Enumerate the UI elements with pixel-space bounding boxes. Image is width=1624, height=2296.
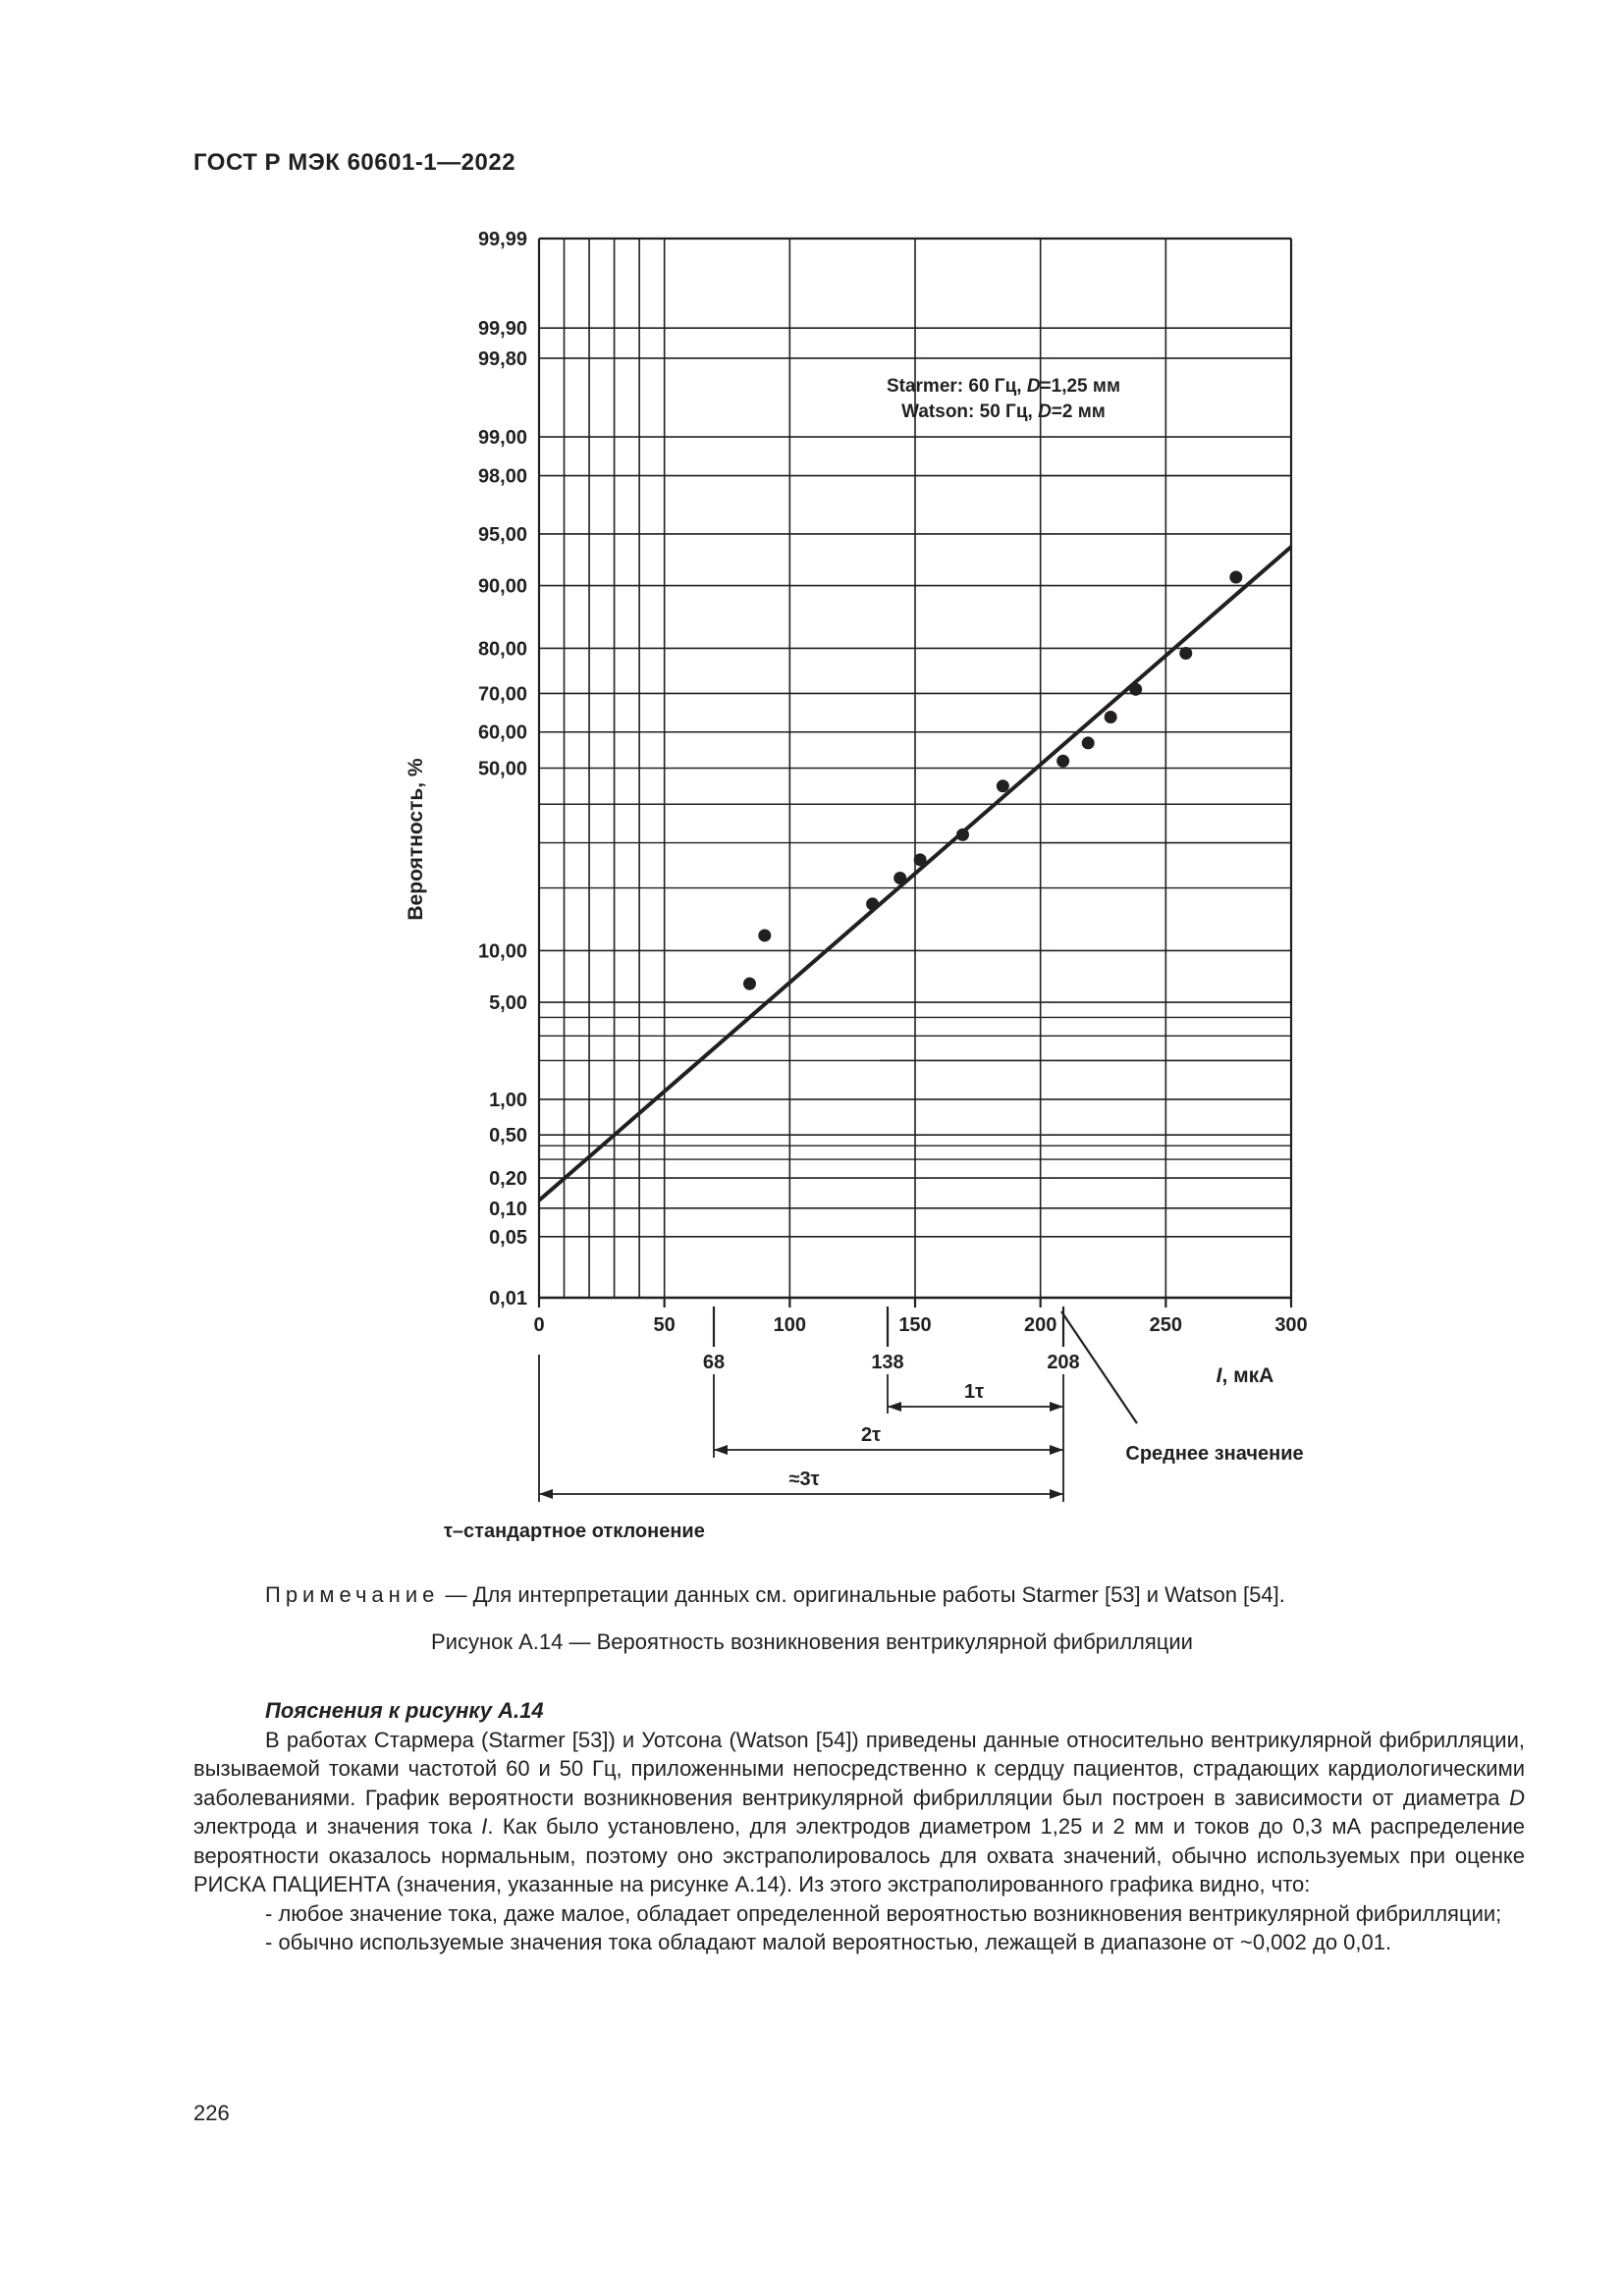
sub-tick-label-138: 138 <box>871 1352 904 1373</box>
tau-definition-note: τ–стандартное отклонение <box>444 1521 705 1542</box>
interval-label-1tau: 1τ <box>963 1381 985 1403</box>
explanation-paragraph: В работах Стармера (Starmer [53]) и Уотсона (Watson [54]) приведены данные относительно вентрикулярной фибрилляции, вызываемой токами частотой 60 и 50 Гц, приложенными непосредственно к сердцу пациентов, страдающих кардиологическими заболеваниями. График вероятности возникновения вентрикулярной фибрилляции был построен в зависимости от диаметра D электрода и значения тока I. Как было установлено, для электродов диаметром 1,25 и 2 мм и токов до 0,3 мА распределение вероятности оказалось нормальным, поэтому оно экстраполировалось для охвата значений, обычно используемых при оценке РИСКА ПАЦИЕНТА (значения, указанные на рисунке А.14). Из этого экстраполированного графика видно, что: <box>193 1727 1525 1896</box>
y-tick-label: 95,00 <box>477 523 527 546</box>
chart-grid <box>539 239 1291 1298</box>
data-point <box>893 872 906 884</box>
sub-tick-label-68: 68 <box>702 1352 726 1373</box>
x-tick-label: 0 <box>533 1314 545 1336</box>
data-point <box>1129 683 1142 696</box>
x-tick-label: 200 <box>1023 1314 1057 1336</box>
y-tick-label: 90,00 <box>477 575 527 598</box>
y-tick-label: 0,10 <box>489 1198 527 1220</box>
y-tick-label: 99,99 <box>477 228 527 250</box>
x-tick-label: 300 <box>1274 1314 1308 1336</box>
y-tick-label: 80,00 <box>477 638 527 661</box>
y-tick-label: 5,00 <box>489 992 527 1015</box>
x-tick-label: 50 <box>653 1314 676 1336</box>
y-tick-label: 0,50 <box>489 1125 527 1148</box>
data-point <box>956 828 969 841</box>
figure-caption: Рисунок А.14 — Вероятность возникновения вентрикулярной фибрилляции <box>431 1629 1193 1654</box>
data-point <box>758 929 771 941</box>
data-point <box>1105 711 1117 723</box>
y-tick-label: 50,00 <box>477 758 527 780</box>
y-tick-label: 99,00 <box>477 427 527 450</box>
x-axis-label: I, мкА <box>1216 1364 1274 1387</box>
y-tick-label: 0,01 <box>489 1288 527 1310</box>
y-tick-label: 98,00 <box>477 465 527 488</box>
explanation-title: Пояснения к рисунку А.14 <box>265 1698 544 1723</box>
x-tick-label: 250 <box>1149 1314 1183 1336</box>
x-tick-label: 150 <box>898 1314 932 1336</box>
sub-tick-marks <box>714 1307 1063 1347</box>
sub-tick-label-208: 208 <box>1047 1352 1080 1373</box>
explanation-list-item-2: - обычно используемые значения тока обладают малой вероятностью, лежащей в диапазоне от ~0,002 до 0,01. <box>265 1930 1392 1954</box>
note-text: — Для интерпретации данных см. оригинальные работы Starmer [53] и Watson [54]. <box>439 1582 1285 1607</box>
data-point <box>1229 571 1242 584</box>
interval-label-3tau: ≈3τ <box>788 1468 820 1490</box>
y-tick-label: 10,00 <box>477 940 527 963</box>
x-tick-label: 100 <box>773 1314 807 1336</box>
y-tick-label: 60,00 <box>477 721 527 744</box>
data-point <box>866 897 879 910</box>
y-tick-label: 1,00 <box>489 1089 527 1111</box>
data-point <box>997 779 1009 792</box>
mean-label: Среднее значение <box>1125 1443 1304 1465</box>
y-tick-label: 0,05 <box>489 1226 527 1249</box>
data-point <box>743 978 756 990</box>
data-point <box>1082 736 1095 749</box>
legend-entry-watson: Watson: 50 Гц, D=2 мм <box>901 401 1106 422</box>
legend-entry-starmer: Starmer: 60 Гц, D=1,25 мм <box>886 376 1121 397</box>
data-point <box>1179 647 1192 660</box>
explanation-list-item-1: - любое значение тока, даже малое, обладает определенной вероятностью возникновения вентрикулярной фибрилляции; <box>265 1900 1502 1926</box>
document-header: ГОСТ Р МЭК 60601-1—2022 <box>193 149 516 176</box>
note-label: Примечание <box>265 1582 440 1607</box>
data-point <box>1056 755 1069 768</box>
page-number: 226 <box>193 2101 230 2125</box>
figure-note <box>265 1582 1285 1608</box>
y-tick-label: 99,80 <box>477 347 527 370</box>
y-axis-label: Вероятность, % <box>405 758 427 921</box>
y-tick-label: 99,90 <box>477 318 527 341</box>
interval-label-2tau: 2τ <box>860 1424 882 1446</box>
figure-explanation <box>193 1696 1525 1957</box>
data-point <box>914 853 927 866</box>
y-tick-label: 0,20 <box>489 1168 527 1191</box>
y-tick-label: 70,00 <box>477 683 527 706</box>
